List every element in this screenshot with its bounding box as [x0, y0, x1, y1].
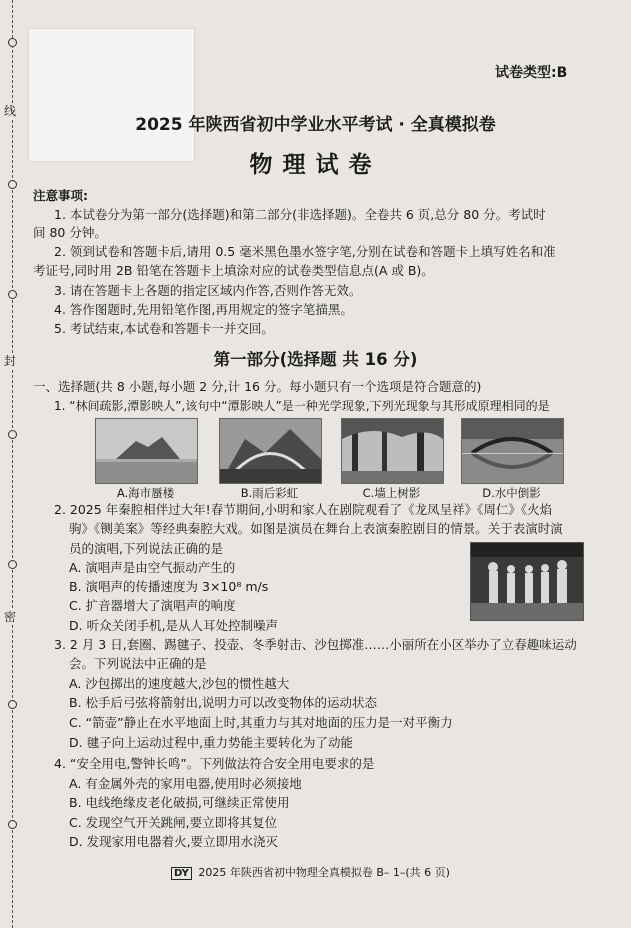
q1-option-d: D.水中倒影 [482, 486, 541, 500]
q3-stem-line: 3. 2 月 3 日,套圈、踢毽子、投壶、冬季射击、沙包掷准……小丽所在小区举办了立春趣味运动 [54, 637, 577, 652]
q3-option-c: C. “箭壶”静止在水平地面上时,其重力与其对地面的压力是一对平衡力 [69, 715, 453, 730]
q2-option-b: B. 演唱声的传播速度为 3×10⁸ m/s [69, 579, 269, 594]
binding-hole [8, 560, 17, 569]
subject-title: 物理试卷 [249, 152, 382, 178]
q1-image-mirage [95, 418, 198, 484]
q3-option-a: A. 沙包掷出的速度越大,沙包的惯性越大 [69, 676, 290, 691]
binding-char-xian: 线 [4, 104, 17, 118]
q1-option-b: B.雨后彩虹 [240, 486, 299, 500]
q2-opera-image [470, 542, 584, 621]
binding-char-feng: 封 [4, 354, 17, 368]
binding-hole [8, 290, 17, 299]
binding-hole [8, 820, 17, 829]
notes-line: 4. 答作图题时,先用铅笔作图,再用规定的签字笔描黑。 [54, 302, 353, 317]
exam-title: 2025 年陕西省初中学业水平考试 · 全真模拟卷 [135, 115, 496, 135]
notes-line: 间 80 分钟。 [33, 225, 107, 240]
notes-line: 3. 请在答题卡上各题的指定区域内作答,否则作答无效。 [54, 283, 362, 298]
binding-char-mi: 密 [4, 610, 17, 624]
q2-option-c: C. 扩音器增大了演唱声的响度 [69, 598, 236, 613]
binding-dashed-line [12, 0, 13, 928]
notes-line: 1. 本试卷分为第一部分(选择题)和第二部分(非选择题)。全卷共 6 页,总分 80 分。考试时 [54, 207, 546, 222]
binding-hole [8, 180, 17, 189]
notes-line: 5. 考试结束,本试卷和答题卡一并交回。 [54, 321, 274, 336]
footer-badge: DY [171, 867, 192, 880]
q4-option-d: D. 发现家用电器着火,要立即用水浇灭 [69, 834, 279, 849]
q2-stem-line: 驹》《铡美案》等经典秦腔大戏。如图是演员在舞台上表演秦腔剧目的情景。关于表演时演 [69, 521, 563, 536]
footer-text: 2025 年陕西省初中物理全真模拟卷 B– 1–(共 6 页) [198, 866, 450, 879]
q3-stem-line: 会。下列说法中正确的是 [69, 656, 207, 671]
q1-image-tree-shadow [341, 418, 444, 484]
q2-stem-line: 员的演唱,下列说法正确的是 [69, 541, 223, 556]
section-heading: 一、选择题(共 8 小题,每小题 2 分,计 16 分。每小题只有一个选项是符合题意的) [33, 379, 482, 394]
q4-option-c: C. 发现空气开关跳闸,要立即将其复位 [69, 815, 278, 830]
q4-stem: 4. “安全用电,警钟长鸣”。下列做法符合安全用电要求的是 [54, 756, 375, 771]
binding-hole [8, 430, 17, 439]
part1-title: 第一部分(选择题 共 16 分) [213, 350, 418, 369]
q2-option-d: D. 听众关闭手机,是从人耳处控制噪声 [69, 618, 279, 633]
q4-option-b: B. 电线绝缘皮老化破损,可继续正常使用 [69, 795, 290, 810]
notes-heading: 注意事项: [33, 188, 88, 203]
q3-option-b: B. 松手后弓弦将箭射出,说明力可以改变物体的运动状态 [69, 695, 377, 710]
blank-label-area [28, 28, 195, 162]
q1-image-reflection [461, 418, 564, 484]
notes-line: 考证号,同时用 2B 铅笔在答题卡上填涂对应的试卷类型信息点(A 或 B)。 [33, 263, 434, 278]
page-footer [171, 864, 450, 880]
notes-line: 2. 领到试卷和答题卡后,请用 0.5 毫米黑色墨水签字笔,分别在试卷和答题卡上填写姓名和准 [54, 244, 556, 259]
q1-option-c: C.墙上树影 [362, 486, 421, 500]
q4-option-a: A. 有金属外壳的家用电器,使用时必须接地 [69, 776, 302, 791]
binding-margin [0, 0, 26, 928]
q1-option-a: A.海市蜃楼 [116, 486, 175, 500]
q1-image-rainbow [219, 418, 322, 484]
binding-hole [8, 700, 17, 709]
paper-type: 试卷类型:B [495, 65, 568, 81]
binding-hole [8, 38, 17, 47]
q2-option-a: A. 演唱声是由空气振动产生的 [69, 560, 236, 575]
q1-stem: 1. “林间疏影,潭影映人”,该句中“潭影映人”是一种光学现象,下列光现象与其形成原理相同的是 [54, 399, 550, 413]
q2-stem-line: 2. 2025 年秦腔相伴过大年!春节期间,小明和家人在剧院观看了《龙凤呈祥》《周仁》《火焰 [54, 502, 553, 517]
q3-option-d: D. 毽子向上运动过程中,重力势能主要转化为了动能 [69, 735, 354, 750]
